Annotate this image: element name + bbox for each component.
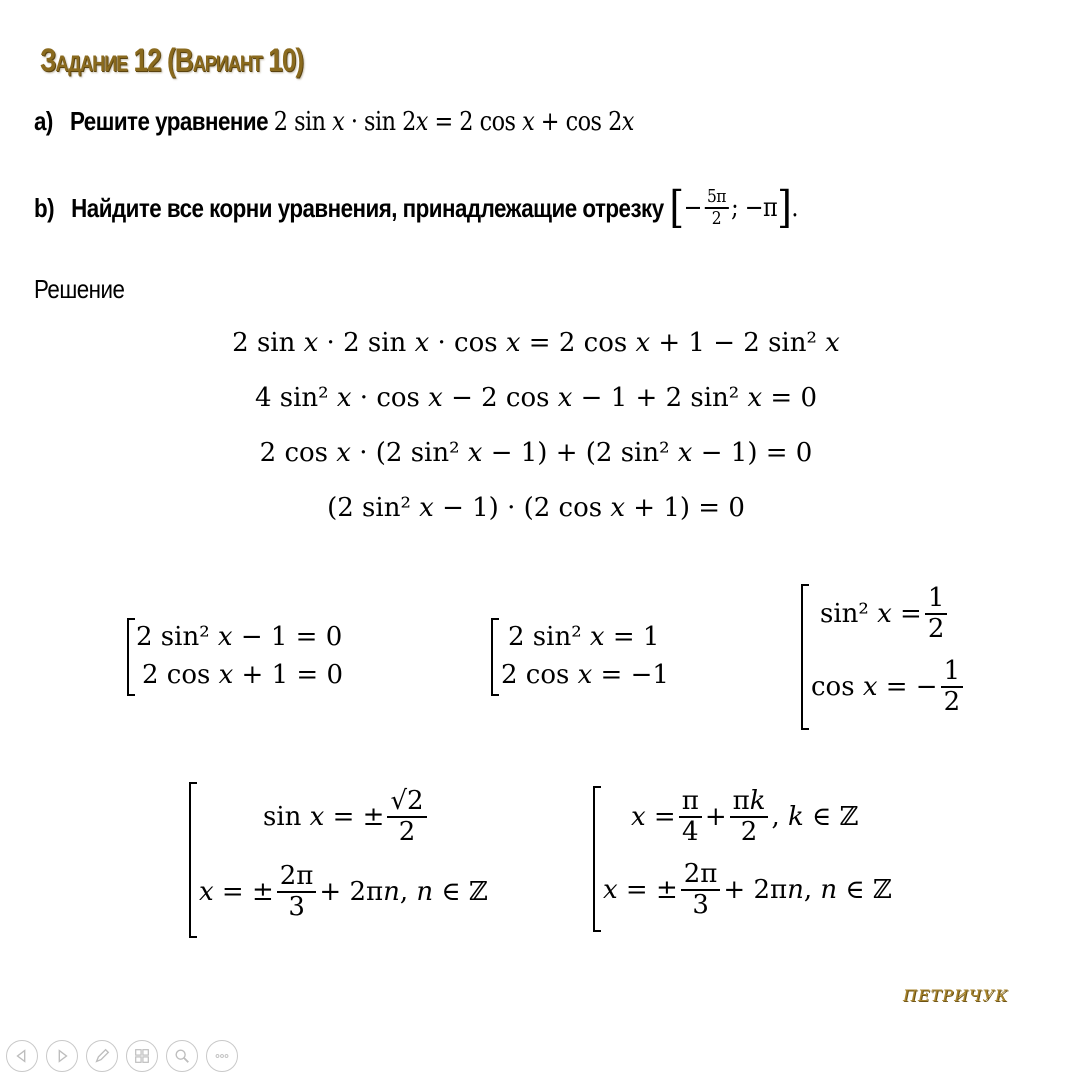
system2-bracket bbox=[491, 618, 499, 696]
task-a-label: a) bbox=[34, 106, 53, 136]
system5-bracket bbox=[593, 786, 601, 932]
solution-label: Решение bbox=[34, 274, 125, 304]
more-icon[interactable] bbox=[206, 1040, 238, 1072]
prev-icon[interactable] bbox=[6, 1040, 38, 1072]
system2-line2: 2 cos 𝑥 = −1 bbox=[501, 660, 669, 690]
system4-line1: sin 𝑥 = ± $\frac{√2}{2}$ bbox=[263, 787, 430, 847]
step-1: 2 sin 𝑥 · 2 sin 𝑥 · cos 𝑥 = 2 cos 𝑥 + 1 − 2 sin² 𝑥 bbox=[232, 328, 840, 358]
task-a-equation: 2 sin 𝑥 · sin 2𝑥 = 2 cos 𝑥 + cos 2𝑥 bbox=[273, 107, 634, 137]
system3-bracket bbox=[801, 584, 809, 730]
task-a bbox=[34, 106, 634, 137]
step-2: 4 sin² 𝑥 · cos 𝑥 − 2 cos 𝑥 − 1 + 2 sin² 𝑥 = 0 bbox=[254, 383, 818, 413]
system1-line1: 2 sin² 𝑥 − 1 = 0 bbox=[136, 622, 343, 652]
slideshow-toolbar bbox=[6, 1040, 238, 1072]
system4-line2: 𝑥 = ± $\frac{2\pi}{3}$ + 2π𝑛, 𝑛 ∈ ℤ bbox=[199, 861, 488, 922]
system3-line1: sin² 𝑥 = $\frac{1}{2}$ bbox=[820, 584, 950, 644]
task-b-text: Найдите все корни уравнения, принадлежащие отрезку bbox=[71, 192, 664, 223]
step-3: 2 cos 𝑥 · (2 sin² 𝑥 − 1) + (2 sin² 𝑥 − 1) = 0 bbox=[259, 438, 813, 468]
task-b-label: b) bbox=[34, 192, 55, 223]
system5-line1: 𝑥 = $\frac{\pi}{4}$ + $\frac{\text{π𝑘}}{2}$ , 𝑘 ∈ ℤ bbox=[631, 786, 859, 847]
system5-line2: 𝑥 = ± $\frac{2\pi}{3}$ + 2π𝑛, 𝑛 ∈ ℤ bbox=[603, 859, 892, 920]
slides-icon[interactable] bbox=[126, 1040, 158, 1072]
zoom-icon[interactable] bbox=[166, 1040, 198, 1072]
step-4: (2 sin² 𝑥 − 1) · (2 cos 𝑥 + 1) = 0 bbox=[327, 493, 745, 523]
system2-line1: 2 sin² 𝑥 = 1 bbox=[508, 622, 660, 652]
task-a-text: Решите уравнение bbox=[69, 106, 269, 136]
pen-icon[interactable] bbox=[86, 1040, 118, 1072]
page-title: Задание 12 (Вариант 10) bbox=[40, 42, 304, 78]
task-b bbox=[34, 182, 799, 233]
system1-line2: 2 cos 𝑥 + 1 = 0 bbox=[142, 660, 344, 690]
system3-line2: cos 𝑥 = − $\frac{1}{2}$ bbox=[811, 657, 966, 717]
task-b-interval: [ − $\frac{5\pi}{2}$ ; −π ] . bbox=[669, 182, 799, 233]
system1-bracket bbox=[127, 618, 135, 696]
next-icon[interactable] bbox=[46, 1040, 78, 1072]
author-signature: ПЕТРИЧУК bbox=[903, 986, 1009, 1005]
system4-bracket bbox=[189, 782, 197, 938]
